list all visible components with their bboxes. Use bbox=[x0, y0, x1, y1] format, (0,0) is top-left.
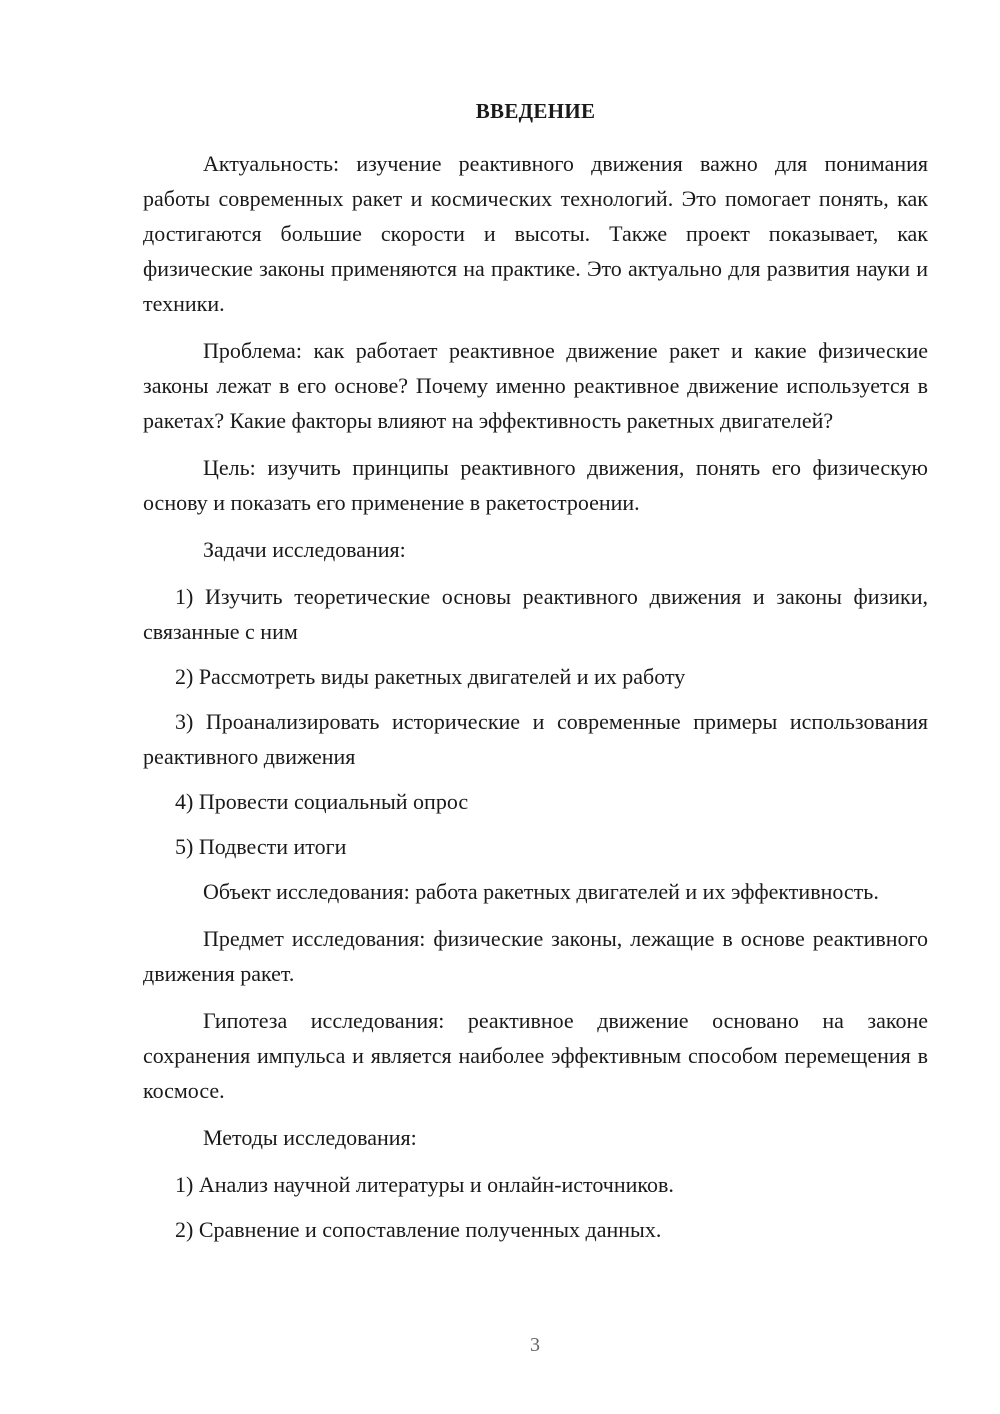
page-number: 3 bbox=[530, 1334, 540, 1356]
paragraph-tasks-heading: Задачи исследования: bbox=[203, 537, 406, 562]
method-item: 1) Анализ научной литературы и онлайн-источников. bbox=[175, 1172, 674, 1197]
section-title: ВВЕДЕНИЕ bbox=[475, 99, 596, 123]
paragraph-hypothesis: Гипотеза исследования: реактивное движение основано на законе сохранения импульса и является наиболее эффективным способом перемещения в космосе. bbox=[143, 1008, 928, 1103]
task-item: 2) Рассмотреть виды ракетных двигателей и их работу bbox=[175, 664, 686, 689]
paragraph-object: Объект исследования: работа ракетных двигателей и их эффективность. bbox=[203, 879, 879, 904]
paragraph-problem: Проблема: как работает реактивное движение ракет и какие физические законы лежат в его основе? Почему именно реактивное движение используется в ракетах? Какие факторы влияют на эффективность ракетных двигателей? bbox=[143, 338, 928, 433]
paragraph-relevance: Актуальность: изучение реактивного движения важно для понимания работы современных ракет и космических технологий. Это помогает понять, как достигаются большие скорости и высоты. Также проект показывает, как физические законы применяются на практике. Это актуально для развития науки и техники. bbox=[143, 151, 928, 316]
paragraph-methods-heading: Методы исследования: bbox=[203, 1125, 417, 1150]
task-item: 4) Провести социальный опрос bbox=[175, 789, 469, 814]
task-item: 3) Проанализировать исторические и современные примеры использования реактивного движения bbox=[143, 709, 928, 769]
task-item: 1) Изучить теоретические основы реактивного движения и законы физики, связанные с ним bbox=[143, 584, 928, 644]
paragraph-subject: Предмет исследования: физические законы, лежащие в основе реактивного движения ракет. bbox=[143, 926, 928, 986]
page-content bbox=[143, 94, 928, 1257]
paragraph-goal: Цель: изучить принципы реактивного движения, понять его физическую основу и показать его применение в ракетостроении. bbox=[143, 455, 928, 515]
method-item: 2) Сравнение и сопоставление полученных данных. bbox=[175, 1217, 662, 1242]
task-item: 5) Подвести итоги bbox=[175, 834, 347, 859]
